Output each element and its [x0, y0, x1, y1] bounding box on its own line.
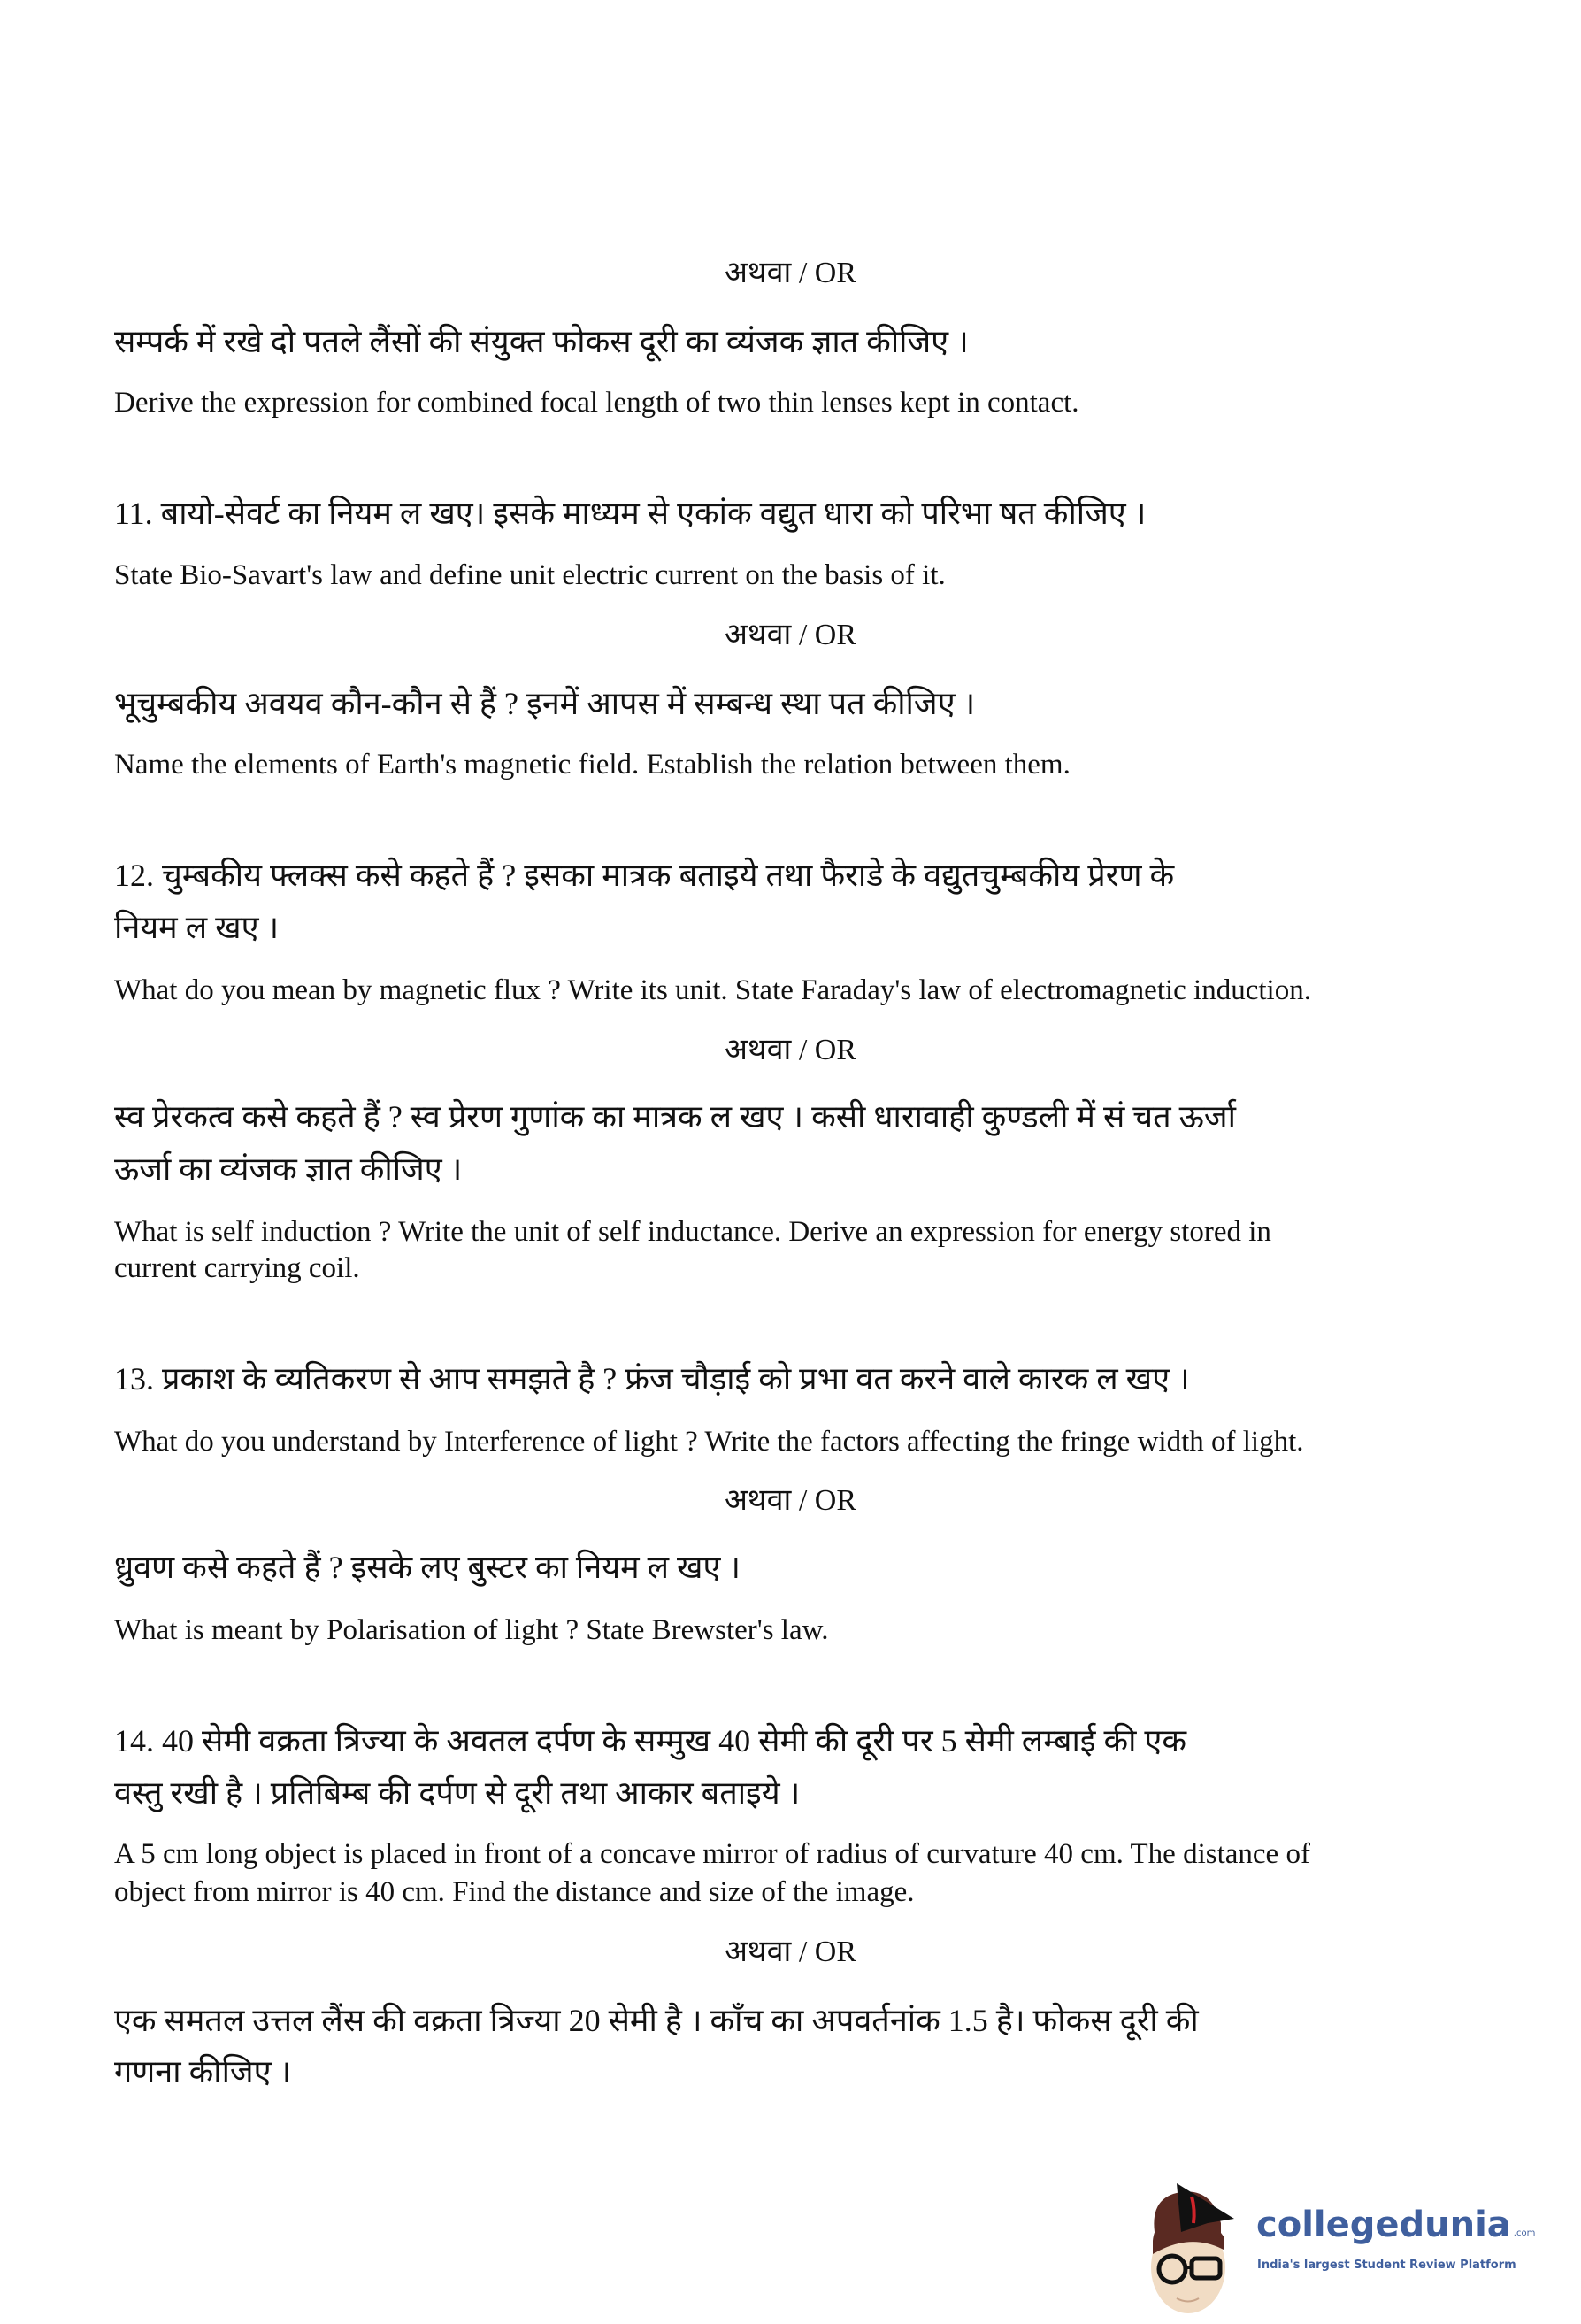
or-divider: अथवा / OR — [724, 619, 857, 651]
brand-suffix: .com — [1513, 2228, 1536, 2238]
question-14-or-hindi-cont: गणना कीजिए । — [114, 2054, 292, 2089]
question-13-hindi: 13. प्रकाश के व्यतिकरण से आप समझते है ? फ्रंज चौड़ाई को प्रभा वत करने वाले कारक ल खए । — [114, 1361, 1190, 1397]
or-divider: अथवा / OR — [724, 257, 857, 289]
collegedunia-watermark — [1137, 2170, 1579, 2320]
or-divider: अथवा / OR — [724, 1034, 857, 1066]
question-14-or-hindi: एक समतल उत्तल लैंस की वक्रता त्रिज्या 20 सेमी है । काँच का अपवर्तनांक 1.5 है। फोकस दूरी की — [114, 2003, 1199, 2038]
question-11-english: State Bio-Savart's law and define unit electric current on the basis of it. — [114, 559, 946, 591]
question-12-english: What do you mean by magnetic flux ? Write its unit. State Faraday's law of electromagnetic induction. — [114, 974, 1311, 1006]
question-11-or-english: Name the elements of Earth's magnetic field. Establish the relation between them. — [114, 749, 1071, 781]
or-divider: अथवा / OR — [724, 1935, 857, 1968]
question-14-hindi: 14. 40 सेमी वक्रता त्रिज्या के अवतल दर्पण के सम्मुख 40 सेमी की दूरी पर 5 सेमी लम्बाई की एक — [114, 1723, 1186, 1758]
question-14-hindi-cont: वस्तु रखी है । प्रतिबिम्ब की दर्पण से दूरी तथा आकार बताइये । — [114, 1775, 801, 1811]
student-mascot-icon — [1137, 2170, 1243, 2320]
question-text-hindi: सम्पर्क में रखे दो पतले लैंसों की संयुक्त फोकस दूरी का व्यंजक ज्ञात कीजिए । — [114, 324, 969, 359]
question-text-english: Derive the expression for combined focal length of two thin lenses kept in contact. — [114, 387, 1079, 419]
question-13-english: What do you understand by Interference of light ? Write the factors affecting the fringe width of light. — [114, 1426, 1304, 1458]
brand-tagline: India's largest Student Review Platform — [1257, 2259, 1516, 2272]
question-13-or-hindi: ध्रुवण कसे कहते हैं ? इसके लए बुस्टर का नियम ल खए । — [114, 1550, 741, 1585]
brand-wordmark — [1256, 2205, 1535, 2244]
question-12-or-english-cont: current carrying coil. — [114, 1252, 360, 1284]
question-14-english-cont: object from mirror is 40 cm. Find the distance and size of the image. — [114, 1876, 915, 1908]
question-12-or-hindi: स्व प्रेरकत्व कसे कहते हैं ? स्व प्रेरण गुणांक का मात्रक ल खए । कसी धारावाही कुण्डली में सं चत ऊर्जा — [114, 1099, 1236, 1135]
or-divider: अथवा / OR — [724, 1484, 857, 1517]
question-12-or-hindi-cont: ऊर्जा का व्यंजक ज्ञात कीजिए । — [114, 1151, 463, 1187]
question-13-or-english: What is meant by Polarisation of light ? State Brewster's law. — [114, 1614, 829, 1646]
question-12-hindi: 12. चुम्बकीय फ्लक्स कसे कहते हैं ? इसका मात्रक बताइये तथा फैराडे के वद्युतचुम्बकीय प्रेरण के — [114, 858, 1175, 893]
brand-name: collegedunia — [1256, 2205, 1511, 2245]
question-11-or-hindi: भूचुम्बकीय अवयव कौन-कौन से हैं ? इनमें आपस में सम्बन्ध स्था पत कीजिए । — [114, 686, 976, 721]
question-11-hindi: 11. बायो-सेवर्ट का नियम ल खए। इसके माध्यम से एकांक वद्युत धारा को परिभा षत कीजिए । — [114, 496, 1147, 531]
question-14-english: A 5 cm long object is placed in front of a concave mirror of radius of curvature 40 cm. The distance of — [114, 1838, 1310, 1870]
question-12-hindi-cont: नियम ल खए । — [114, 910, 280, 945]
question-12-or-english: What is self induction ? Write the unit of self inductance. Derive an expression for energy stored in — [114, 1216, 1271, 1248]
